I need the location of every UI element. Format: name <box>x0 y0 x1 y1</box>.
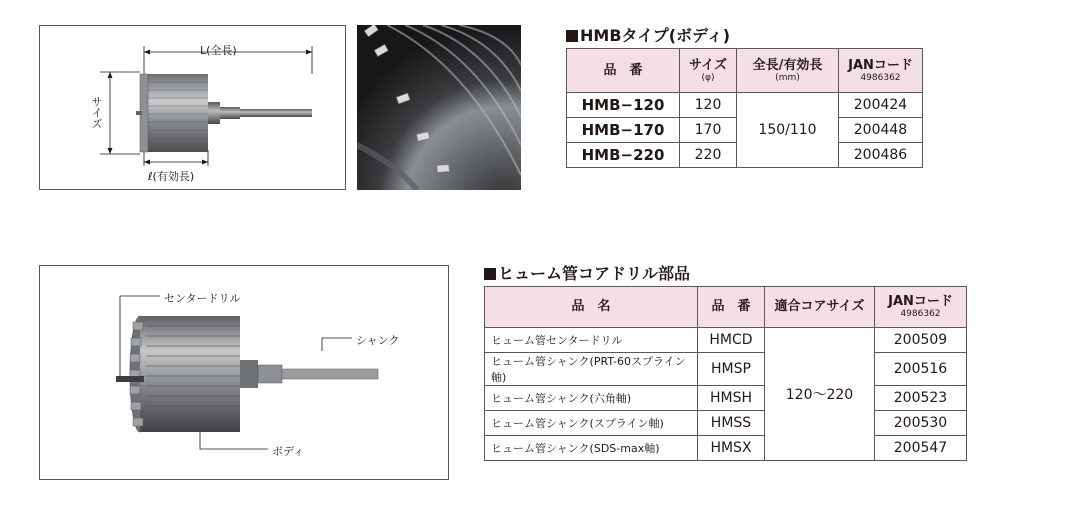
jan-code: 200523 <box>875 386 967 411</box>
header-length: 全長/有効長 (mm) <box>737 49 839 93</box>
effective-length-label: ℓ(有効長) <box>148 170 195 183</box>
core-drill-illustration <box>40 266 448 479</box>
part-code: HMSP <box>698 353 765 386</box>
part-name: ヒューム管センタードリル <box>485 328 698 353</box>
table-header-row <box>567 49 923 93</box>
part-code: HMSX <box>698 436 765 461</box>
hmb-spec-table <box>566 48 923 168</box>
square-bullet-icon <box>484 268 496 280</box>
shank-label: シャンク <box>356 334 400 347</box>
table-row <box>485 328 967 353</box>
jan-code: 200486 <box>839 143 923 168</box>
table-header-row <box>485 287 967 328</box>
header-jan: JANコード 4986362 <box>875 287 967 328</box>
product-size: 170 <box>680 118 737 143</box>
hmb-diagram-box <box>39 25 346 190</box>
header-jan: JANコード 4986362 <box>839 49 923 93</box>
jan-code: 200516 <box>875 353 967 386</box>
header-code: 品 番 <box>698 287 765 328</box>
length-value: 150/110 <box>737 93 839 168</box>
product-code: HMB−170 <box>567 118 680 143</box>
jan-code: 200448 <box>839 118 923 143</box>
jan-code: 200424 <box>839 93 923 118</box>
parts-spec-table <box>484 286 967 461</box>
part-code: HMSH <box>698 386 765 411</box>
parts-diagram-box <box>39 265 449 480</box>
header-name: 品 名 <box>485 287 698 328</box>
product-code: HMB−220 <box>567 143 680 168</box>
part-code: HMSS <box>698 411 765 436</box>
square-bullet-icon <box>566 30 578 42</box>
table-row <box>485 411 967 436</box>
part-name: ヒューム管シャンク(SDS-max軸) <box>485 436 698 461</box>
hmb-heading-text: HMBタイプ(ボディ) <box>580 26 731 45</box>
body-label: ボディ <box>272 445 305 458</box>
jan-code: 200530 <box>875 411 967 436</box>
table-row <box>485 436 967 461</box>
hmb-closeup-photo <box>357 25 521 190</box>
length-dimension-label: L(全長) <box>200 44 237 57</box>
header-code: 品 番 <box>567 49 680 93</box>
parts-heading-text: ヒューム管コアドリル部品 <box>498 264 691 283</box>
product-code: HMB−120 <box>567 93 680 118</box>
jan-code: 200547 <box>875 436 967 461</box>
hmb-body-illustration <box>40 26 345 189</box>
table-row <box>485 386 967 411</box>
table-row <box>485 353 967 386</box>
part-name: ヒューム管シャンク(PRT-60スプライン軸) <box>485 353 698 386</box>
core-size-value: 120〜220 <box>765 328 875 461</box>
product-size: 220 <box>680 143 737 168</box>
part-code: HMCD <box>698 328 765 353</box>
header-size: サイズ (φ) <box>680 49 737 93</box>
product-size: 120 <box>680 93 737 118</box>
part-name: ヒューム管シャンク(スプライン軸) <box>485 411 698 436</box>
table-row <box>567 93 923 118</box>
jan-code: 200509 <box>875 328 967 353</box>
size-dimension-label: サイズ <box>90 96 103 129</box>
center-drill-label: センタードリル <box>164 292 241 305</box>
part-name: ヒューム管シャンク(六角軸) <box>485 386 698 411</box>
parts-section-heading <box>484 261 690 284</box>
hmb-section-heading <box>566 23 730 46</box>
header-core-size: 適合コアサイズ <box>765 287 875 328</box>
